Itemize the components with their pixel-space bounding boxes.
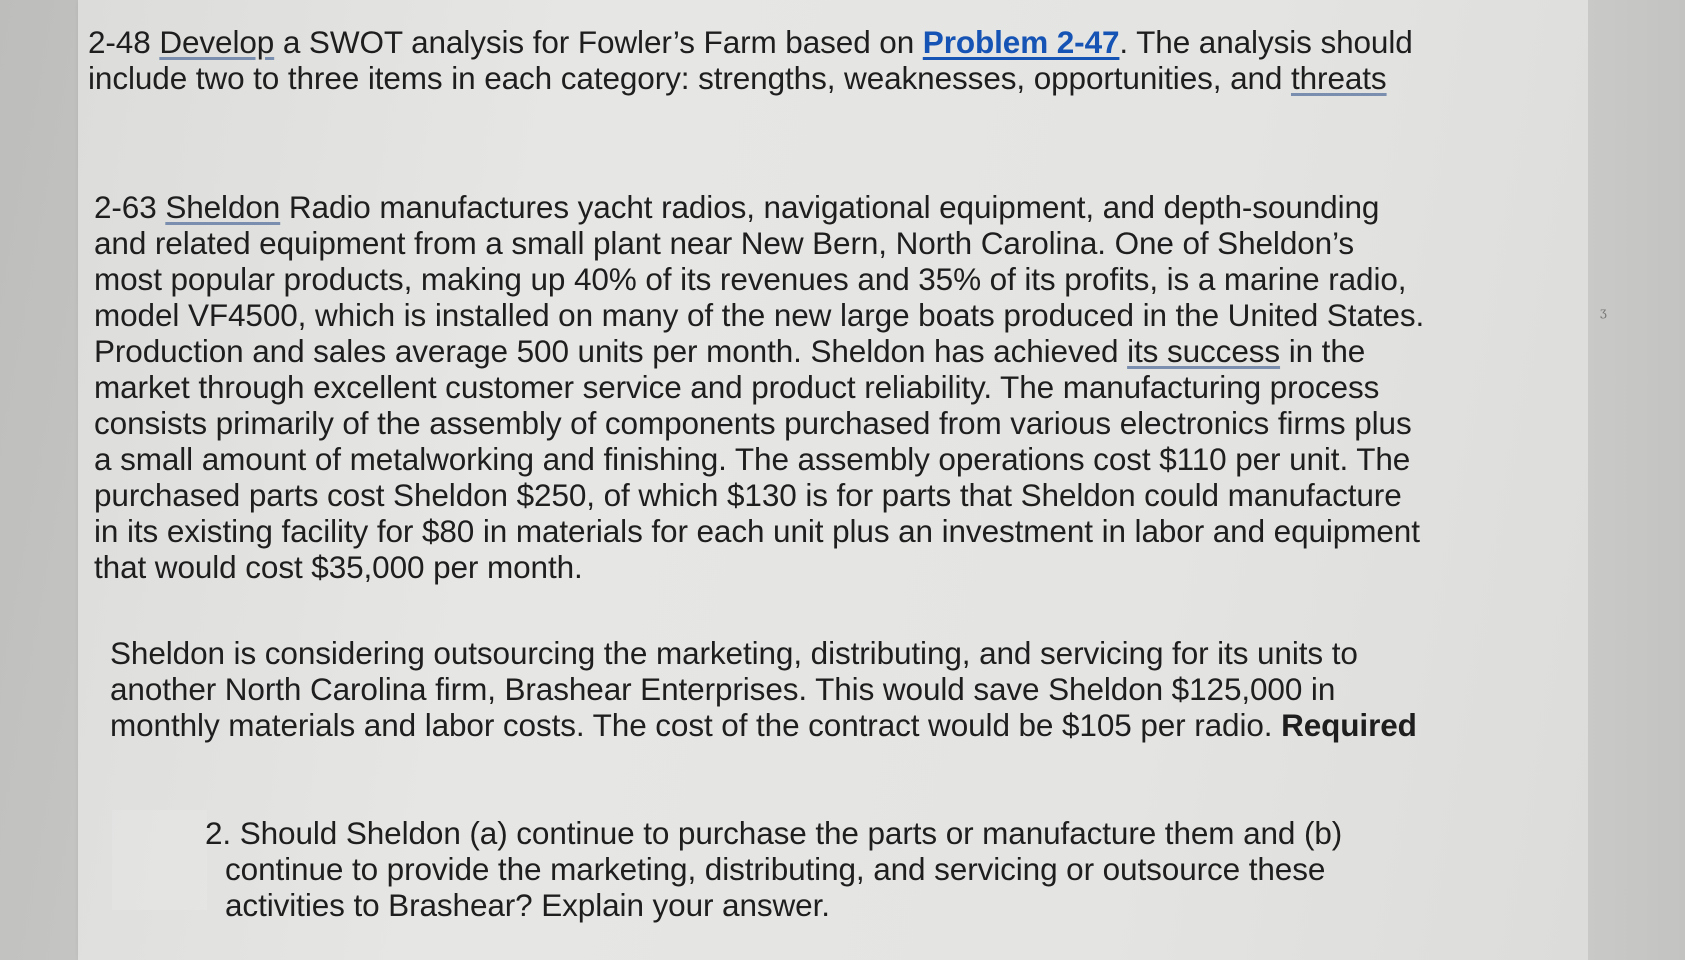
problem-2-48-text-2: include two to three items in each category: strengths, weaknesses, opportunities, and [88,60,1291,96]
outsourcing-line-2: another North Carolina firm, Brashear Enterprises. This would save Sheldon $125,000 in [110,671,1336,707]
problem-2-63-line-6: market through excellent customer service and product reliability. The manufacturing process [94,369,1380,405]
sheldon-underlined-word: Sheldon [165,189,281,225]
problem-2-63-line-8: a small amount of metalworking and finishing. The assembly operations cost $110 per unit. The [94,441,1411,477]
problem-2-48-text-end: . The analysis should [1119,24,1413,60]
problem-2-63-line-11: that would cost $35,000 per month. [94,549,583,585]
problem-2-63-text-5: Production and sales average 500 units per month. Sheldon has achieved [94,333,1128,369]
problem-2-63-text-5-end: in the [1280,333,1366,369]
problem-2-63-line-5 [94,333,1424,369]
outsourcing-line-3-text: monthly materials and labor costs. The cost of the contract would be $105 per radio. [110,707,1282,743]
spacer [151,24,160,60]
problem-2-63-line-2: and related equipment from a small plant near New Bern, North Carolina. One of Sheldon’s [94,225,1355,261]
problem-2-48-line-2 [88,60,1413,96]
problem-2-63-text-1: Radio manufactures yacht radios, navigational equipment, and depth-sounding [280,189,1380,225]
problem-2-63-line-9: purchased parts cost Sheldon $250, of which $130 is for parts that Sheldon could manufacture [94,477,1402,513]
threats-underlined-word: threats [1290,60,1387,96]
problem-number-2-63: 2-63 [94,189,157,225]
problem-number-2-48: 2-48 [88,24,151,60]
outsourcing-line-3 [110,707,1417,743]
develop-underlined-word: Develop [159,24,275,60]
problem-2-48-line-1 [88,24,1413,60]
list-indent-block [112,810,207,910]
problem-2-63-line-1 [94,189,1424,225]
question-2 [205,815,1342,923]
problem-2-48-text: a SWOT analysis for Fowler’s Farm based on [274,24,923,60]
problem-2-48 [88,24,1413,96]
problem-2-63-line-4: model VF4500, which is installed on many of the new large boats produced in the United States. [94,297,1425,333]
problem-2-63-line-10: in its existing facility for $80 in materials for each unit plus an investment in labor and equipment [94,513,1420,549]
problem-2-47-link[interactable]: Problem 2-47 [922,24,1120,60]
background-shadow [1588,0,1685,960]
problem-2-63-line-3: most popular products, making up 40% of its revenues and 35% of its profits, is a marine radio, [94,261,1407,297]
problem-2-63-line-7: consists primarily of the assembly of components purchased from various electronics firms plus [94,405,1412,441]
question-2-line-2: continue to provide the marketing, distributing, and servicing or outsource these [225,851,1326,887]
stray-mark: ʒ [1600,305,1607,319]
question-2-line-1: 2. Should Sheldon (a) continue to purchase the parts or manufacture them and (b) [205,815,1343,851]
question-2-line-3: activities to Brashear? Explain your answer. [225,887,830,923]
its-success-underlined: its success [1127,333,1281,369]
spacer [157,189,166,225]
required-label: Required [1281,707,1417,743]
outsourcing-line-1: Sheldon is considering outsourcing the marketing, distributing, and servicing for its units to [110,635,1358,671]
problem-2-63 [94,189,1424,585]
outsourcing-paragraph [110,635,1417,743]
